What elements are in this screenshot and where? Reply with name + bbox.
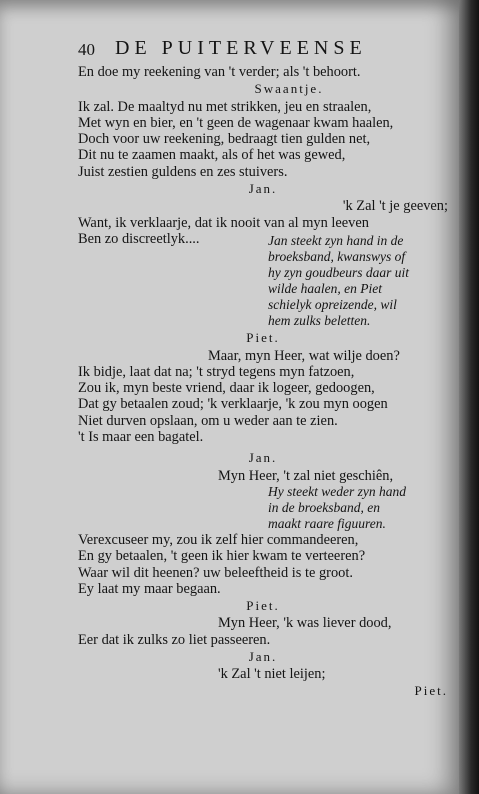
verse-line: 'k Zal 't je geeven; [342, 198, 448, 215]
verse-line: Myn Heer, 'k was liever dood, [218, 615, 392, 632]
verse-line: Eer dat ik zulks zo liet passeeren. [78, 631, 271, 648]
stage-direction-line: maakt raare figuuren. [268, 515, 386, 531]
stage-direction-line: hem zulks beletten. [268, 313, 371, 329]
verse-line: Met wyn en bier, en 't geen de wagenaar kwam haalen, [78, 114, 394, 131]
verse-line: 't Is maar een bagatel. [78, 429, 204, 446]
stage-direction-line: schielyk opreizende, wil [268, 297, 397, 313]
verse-line: Niet durven opslaan, om u weder aan te zien. [78, 412, 338, 429]
verse-line: Dat gy betaalen zoud; 'k verklaarje, 'k zou myn oogen [78, 396, 388, 413]
verse-line: Doch voor uw reekening, bedraagt tien gulden net, [78, 131, 371, 148]
verse-line: 'k Zal 't niet leijen; [218, 666, 326, 683]
stage-direction-line: hy zyn goudbeurs daar uit [268, 265, 409, 281]
verse-line: Want, ik verklaarje, dat ik nooit van al myn leeven [78, 214, 369, 231]
verse-line: Maar, myn Heer, wat wilje doen? [208, 347, 400, 364]
verse-line: Waar wil dit heenen? uw beleeftheid is te groot. [78, 564, 353, 581]
verse-line: Ik zal. De maaltyd nu met strikken, jeu en straalen, [78, 98, 372, 115]
speaker-name: Piet. [246, 598, 280, 614]
speaker-name: Swaantje. [254, 81, 324, 97]
speaker-name: Jan. [248, 649, 278, 665]
page-number: 40 [78, 40, 95, 59]
verse-line: Verexcuseer my, zou ik zelf hier commandeeren, [78, 531, 359, 548]
stage-direction-line: broeksband, kwanswys of [268, 249, 406, 265]
page-text [78, 37, 448, 699]
stage-direction-line: Hy steekt weder zyn hand [268, 483, 406, 499]
catchword: Piet. [414, 682, 448, 698]
verse-line: Juist zestien guldens en zes stuivers. [78, 163, 288, 180]
verse-line: En doe my reekening van 't verder; als 't behoort. [78, 64, 361, 80]
page-header [78, 37, 448, 64]
speaker-name: Jan. [248, 181, 278, 197]
stage-direction-line: Jan steekt zyn hand in de [268, 233, 404, 249]
verse-line: En gy betaalen, 't geen ik hier kwam te verteeren? [78, 548, 366, 565]
verse-line: Dit nu te zaamen maakt, als of het was gewed, [78, 147, 346, 164]
verse-line: Ben zo discreetlyk.... [78, 230, 200, 247]
stage-direction-line: wilde haalen, en Piet [268, 281, 382, 297]
verse-line: Ey laat my maar begaan. [78, 580, 221, 597]
page-edge-shadow [459, 0, 479, 794]
verse-line: Zou ik, myn beste vriend, daar ik logeer, gedoogen, [78, 380, 375, 397]
stage-direction [268, 233, 448, 329]
speaker-name: Piet. [246, 330, 280, 346]
stage-direction-line: in de broeksband, en [268, 499, 380, 515]
stage-direction [268, 484, 448, 532]
verse-line: Ik bidje, laat dat na; 't stryd tegens myn fatzoen, [78, 363, 355, 380]
verse-line: Myn Heer, 't zal niet geschiên, [218, 467, 394, 484]
running-title: DE PUITERVEENSE [115, 37, 367, 59]
speaker-name: Jan. [248, 450, 278, 466]
